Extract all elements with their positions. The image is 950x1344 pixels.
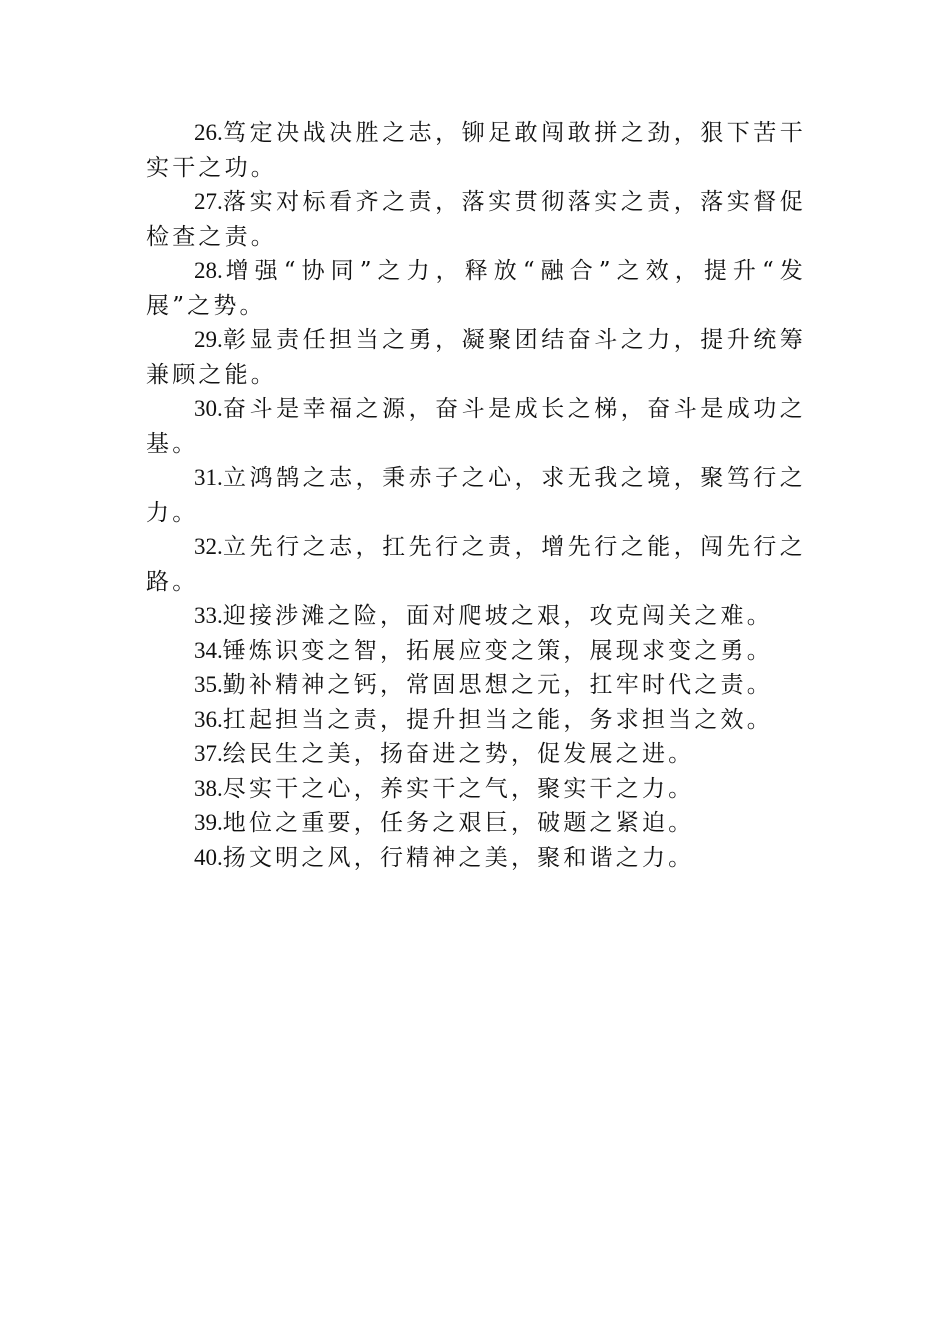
list-item (146, 185, 806, 254)
item-text: 锤炼识变之智，拓展应变之策，展现求变之勇。 (222, 637, 773, 664)
list-item (146, 530, 806, 599)
list-item (146, 116, 806, 185)
list-item (146, 668, 806, 703)
list-item (146, 634, 806, 669)
item-number: 27. (194, 189, 223, 214)
item-text: 绘民生之美，扬奋进之势，促发展之进。 (222, 741, 695, 767)
item-text: 落实对标看齐之责，落实贯彻落实之责，落实督促检查之责。 (146, 189, 806, 250)
item-number: 33. (194, 603, 223, 628)
list-item (146, 599, 806, 634)
item-number: 40. (194, 844, 223, 870)
list-item (146, 841, 806, 876)
item-number: 32. (194, 534, 223, 559)
item-number: 29. (194, 327, 223, 352)
item-number: 38. (194, 775, 223, 801)
list-item (146, 461, 806, 530)
item-number: 37. (194, 741, 223, 766)
item-text: 地位之重要，任务之艰巨，破题之紧迫。 (222, 810, 695, 836)
item-number: 39. (194, 810, 223, 835)
item-text: 尽实干之心，养实干之气，聚实干之力。 (222, 775, 695, 802)
item-number: 35. (194, 672, 223, 697)
item-number: 31. (194, 465, 223, 490)
item-text: 立先行之志，扛先行之责，增先行之能，闯先行之路。 (146, 534, 806, 595)
item-text: 勤补精神之钙，常固思想之元，扛牢时代之责。 (222, 672, 773, 698)
list-item (146, 772, 806, 807)
list-item (146, 392, 806, 461)
list-item (146, 254, 806, 323)
item-text: 扛起担当之责，提升担当之能，务求担当之效。 (222, 706, 773, 733)
item-number: 34. (194, 637, 223, 663)
list-item (146, 806, 806, 841)
list-item (146, 703, 806, 738)
item-text: 彰显责任担当之勇，凝聚团结奋斗之力，提升统筹兼顾之能。 (146, 327, 806, 388)
item-number: 26. (194, 120, 223, 145)
item-text: 迎接涉滩之险，面对爬坡之艰，攻克闯关之难。 (222, 603, 773, 629)
item-text: 立鸿鹄之志，秉赤子之心，求无我之境，聚笃行之力。 (146, 465, 806, 526)
document-body (146, 116, 806, 875)
item-text: 笃定决战决胜之志，铆足敢闯敢拼之劲，狠下苦干实干之功。 (146, 120, 806, 181)
item-text: 奋斗是幸福之源，奋斗是成长之梯，奋斗是成功之基。 (146, 396, 806, 457)
list-item (146, 323, 806, 392)
item-number: 36. (194, 706, 223, 732)
item-text: 增强“协同”之力，释放“融合”之效，提升“发展”之势。 (146, 258, 806, 319)
list-item (146, 737, 806, 772)
item-number: 30. (194, 396, 223, 421)
item-text: 扬文明之风，行精神之美，聚和谐之力。 (222, 844, 695, 871)
item-number: 28. (194, 258, 223, 283)
